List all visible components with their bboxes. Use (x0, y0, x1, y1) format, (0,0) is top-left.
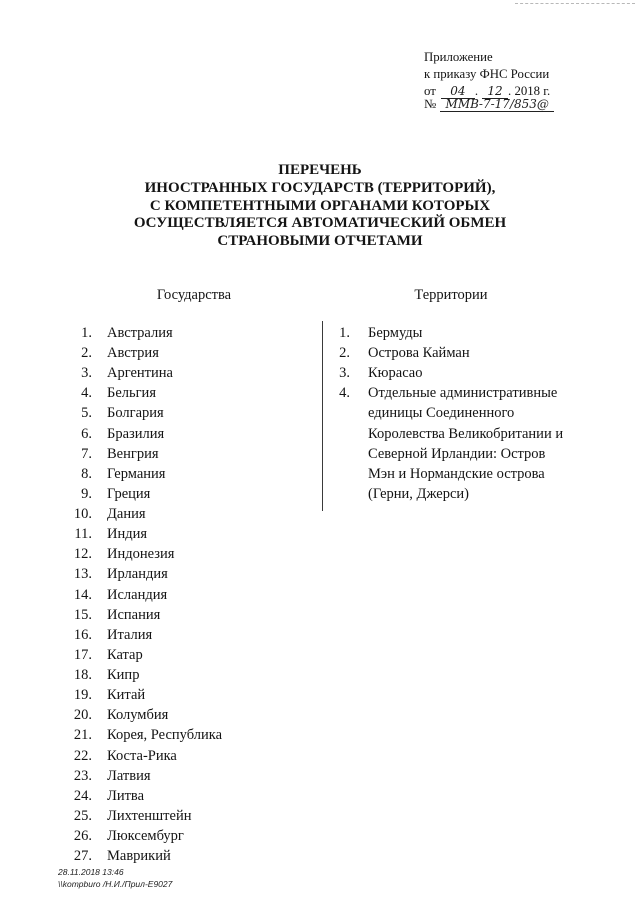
state-list-item (0, 787, 320, 805)
territory-item-number: 4. (339, 385, 350, 402)
state-list-item (0, 626, 320, 644)
state-list-item (0, 586, 320, 604)
state-item-name: Кипр (107, 667, 140, 684)
territory-item-text-line: Королевства Великобритании и (368, 425, 564, 442)
state-item-name: Китай (107, 687, 146, 704)
order-date-separator: . (474, 84, 479, 98)
state-item-number: 15. (73, 606, 92, 623)
state-list-item (0, 726, 320, 744)
state-item-number: 3. (81, 365, 92, 382)
order-date-day: 04 (441, 84, 475, 99)
state-item-name: Бельгия (107, 385, 156, 402)
state-list-item (0, 344, 320, 362)
territory-item-text-line: Мэн и Нормандские острова (368, 465, 545, 482)
state-item-number: 20. (73, 707, 92, 724)
state-item-name: Ирландия (107, 566, 168, 583)
state-item-number: 16. (73, 626, 92, 643)
state-item-name: Маврикий (107, 848, 171, 865)
territory-item-text-line: Отдельные административные (368, 385, 558, 402)
state-item-number: 6. (81, 425, 92, 442)
state-list-item (0, 827, 320, 845)
order-number-value: ММВ-7-17/853@ (440, 97, 554, 112)
state-list-item (0, 425, 320, 443)
state-list-item (0, 686, 320, 704)
state-list-item (0, 404, 320, 422)
state-list-item (0, 485, 320, 503)
states-heading: Государства (156, 287, 232, 303)
territory-item-number: 3. (339, 365, 350, 382)
state-item-name: Индия (107, 526, 148, 543)
state-list-item (0, 606, 320, 624)
footer-file-path: \\kompburo /Н.И./Прил-Е9027 (58, 879, 173, 889)
order-number-prefix: № (424, 97, 437, 111)
state-list-item (0, 465, 320, 483)
state-list-item (0, 565, 320, 583)
state-item-number: 13. (73, 566, 92, 583)
state-item-name: Болгария (107, 405, 164, 422)
state-item-number: 10. (73, 506, 92, 523)
territory-item-name (368, 364, 423, 384)
state-list-item (0, 767, 320, 785)
state-list-item (0, 545, 320, 563)
territory-item-text-line: Бермуды (368, 325, 423, 341)
order-date-month: 12 (482, 84, 508, 99)
footer-timestamp: 28.11.2018 13:46 (58, 867, 124, 877)
state-list-item (0, 445, 320, 463)
state-item-name: Греция (107, 485, 151, 502)
state-item-name: Германия (107, 465, 166, 482)
territory-item-text-line: Острова Кайман (368, 345, 470, 362)
title-line: ИНОСТРАННЫХ ГОСУДАРСТВ (ТЕРРИТОРИЙ), (144, 179, 496, 196)
state-item-number: 12. (73, 546, 92, 563)
territory-item-text-line: Кюрасао (368, 365, 423, 382)
state-item-name: Лихтенштейн (107, 807, 192, 824)
state-list-item (0, 666, 320, 684)
state-item-number: 4. (81, 385, 92, 402)
state-list-item (0, 324, 320, 342)
state-item-number: 26. (73, 828, 92, 844)
state-item-name: Австрия (107, 345, 159, 362)
state-item-name: Исландия (107, 586, 168, 603)
scan-edge-mark (515, 3, 635, 4)
state-list-item (0, 747, 320, 765)
state-item-number: 17. (73, 646, 92, 663)
state-item-name: Аргентина (107, 365, 173, 382)
state-item-number: 25. (73, 807, 92, 824)
state-item-name: Колумбия (107, 707, 169, 724)
state-item-name: Коста-Рика (107, 747, 177, 764)
territory-item-text-line: единицы Соединенного (368, 405, 515, 422)
state-item-name: Австралия (107, 325, 173, 341)
state-item-name: Литва (107, 787, 145, 804)
title-line: ОСУЩЕСТВЛЯЕТСЯ АВТОМАТИЧЕСКИЙ ОБМЕН (133, 215, 507, 232)
state-item-number: 27. (73, 848, 92, 865)
state-item-number: 21. (73, 727, 92, 744)
state-list-item (0, 847, 320, 865)
territories-heading: Территории (414, 287, 488, 303)
state-item-number: 22. (73, 747, 92, 764)
appendix-label: Приложение (424, 50, 493, 64)
state-list-item (0, 505, 320, 523)
territory-item-number: 1. (339, 325, 350, 341)
state-list-item (0, 525, 320, 543)
state-list-item (0, 384, 320, 402)
state-item-number: 19. (73, 687, 92, 704)
document-title (0, 162, 640, 251)
state-item-number: 8. (81, 465, 92, 482)
state-item-name: Катар (107, 646, 143, 663)
state-item-name: Венгрия (107, 445, 159, 462)
territory-item-text-line: (Герни, Джерси) (368, 485, 469, 502)
state-item-name: Испания (107, 606, 161, 623)
state-item-name: Бразилия (107, 425, 165, 442)
territory-item-text-line: Северной Ирландии: Остров (368, 445, 546, 462)
order-date-separator: . (508, 84, 512, 98)
state-list-item (0, 646, 320, 664)
territory-item-name (368, 384, 563, 505)
territory-item-name (368, 324, 422, 344)
state-item-name: Дания (107, 506, 146, 523)
state-item-name: Индонезия (107, 546, 175, 563)
order-date-year: 2018 г. (514, 84, 551, 98)
state-item-number: 1. (81, 325, 92, 341)
state-item-name: Италия (107, 626, 153, 643)
territory-item-name (368, 344, 470, 364)
order-number-line (424, 96, 554, 112)
appendix-order-reference: к приказу ФНС России (424, 66, 550, 81)
title-line: СТРАНОВЫМИ ОТЧЕТАМИ (217, 233, 423, 250)
state-list-item (0, 706, 320, 724)
state-item-name: Люксембург (107, 828, 184, 844)
state-item-number: 11. (74, 526, 92, 543)
state-item-number: 7. (81, 445, 92, 462)
state-item-number: 18. (73, 667, 92, 684)
title-line: ПЕРЕЧЕНЬ (278, 162, 362, 178)
column-divider (322, 321, 323, 511)
state-item-number: 24. (73, 787, 92, 804)
title-line: С КОМПЕТЕНТНЫМИ ОРГАНАМИ КОТОРЫХ (149, 197, 491, 214)
territory-item-number: 2. (339, 345, 350, 362)
state-item-number: 14. (73, 586, 92, 603)
state-item-number: 23. (73, 767, 92, 784)
state-list-item (0, 807, 320, 825)
state-item-number: 9. (81, 485, 92, 502)
state-item-number: 5. (81, 405, 92, 422)
state-item-name: Латвия (107, 767, 151, 784)
state-list-item (0, 364, 320, 382)
state-item-name: Корея, Республика (107, 727, 223, 744)
order-date-prefix: от (424, 84, 436, 98)
state-item-number: 2. (81, 345, 92, 362)
